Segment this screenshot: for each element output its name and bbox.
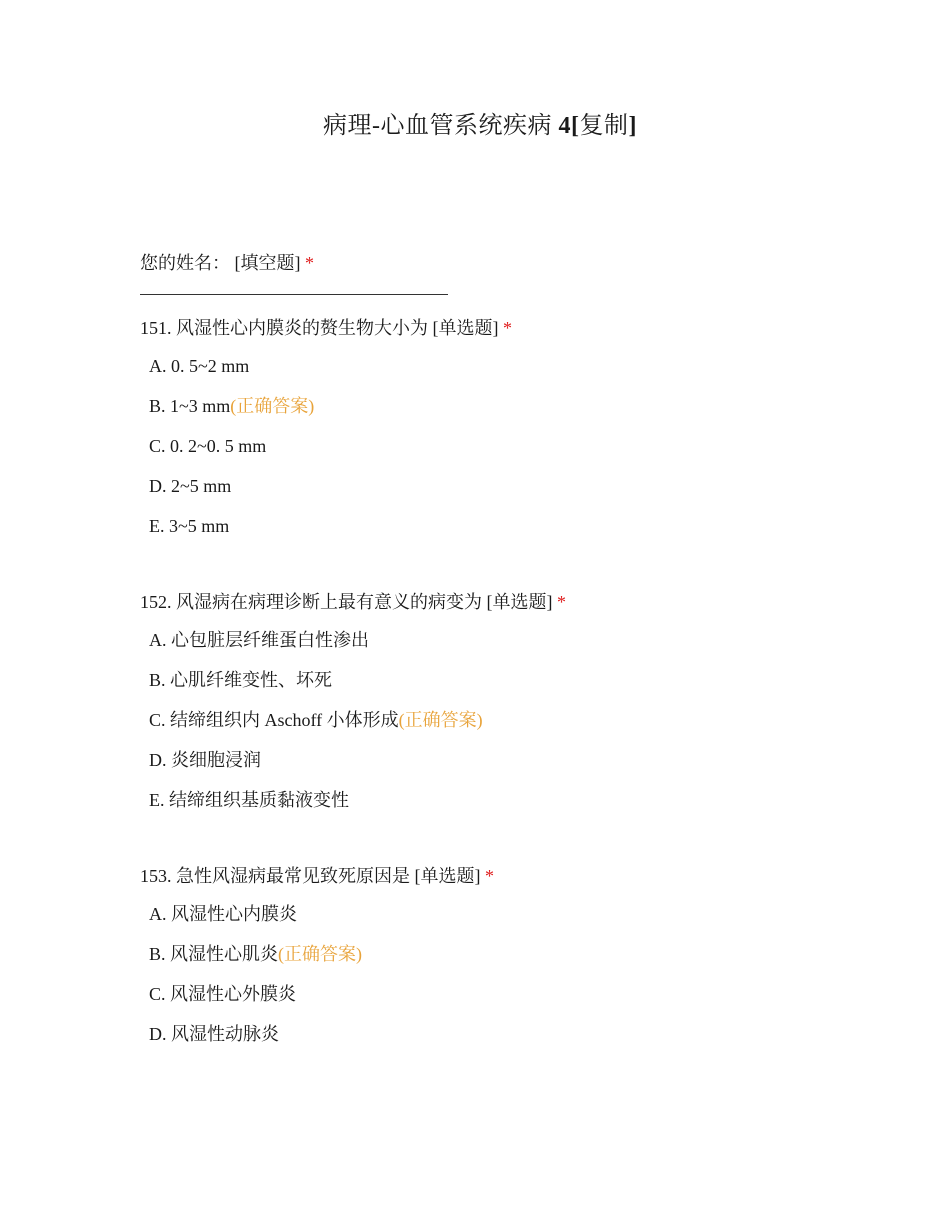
option-text: C. 0. 2~0. 5 mm bbox=[149, 436, 267, 456]
title-suffix: 复制 bbox=[579, 113, 629, 139]
name-question bbox=[140, 250, 840, 276]
question-text: 151. 风湿性心内膜炎的赘生物大小为 [单选题] bbox=[140, 318, 499, 338]
option-e[interactable] bbox=[140, 787, 840, 813]
option-a[interactable] bbox=[140, 627, 840, 653]
question-heading bbox=[140, 863, 840, 889]
name-label: 您的姓名： [填空题] bbox=[140, 253, 301, 273]
option-a[interactable] bbox=[140, 353, 840, 379]
option-e[interactable] bbox=[140, 513, 840, 539]
title-bold-end: ] bbox=[628, 113, 637, 139]
option-list bbox=[140, 627, 840, 813]
option-c[interactable] bbox=[140, 707, 840, 733]
option-text: C. 结缔组织内 Aschoff 小体形成 bbox=[149, 710, 399, 730]
option-b[interactable] bbox=[140, 941, 840, 967]
required-mark: * bbox=[485, 866, 494, 886]
option-a[interactable] bbox=[140, 901, 840, 927]
option-c[interactable] bbox=[140, 981, 840, 1007]
question-text: 152. 风湿病在病理诊断上最有意义的病变为 [单选题] bbox=[140, 592, 553, 612]
option-d[interactable] bbox=[140, 747, 840, 773]
title-bold: 4[ bbox=[558, 113, 580, 139]
option-c[interactable] bbox=[140, 433, 840, 459]
required-mark: * bbox=[557, 592, 566, 612]
option-list bbox=[140, 353, 840, 539]
option-text: D. 炎细胞浸润 bbox=[149, 750, 261, 770]
survey-content bbox=[140, 250, 840, 1061]
page-title bbox=[0, 110, 950, 142]
question-151 bbox=[140, 315, 840, 539]
option-text: B. 1~3 mm bbox=[149, 396, 231, 416]
option-text: E. 结缔组织基质黏液变性 bbox=[149, 790, 349, 810]
required-mark: * bbox=[305, 253, 314, 273]
option-text: A. 0. 5~2 mm bbox=[149, 356, 250, 376]
option-b[interactable] bbox=[140, 393, 840, 419]
option-d[interactable] bbox=[140, 1021, 840, 1047]
option-text: B. 风湿性心肌炎 bbox=[149, 944, 279, 964]
correct-answer-note: (正确答案) bbox=[230, 396, 315, 416]
option-text: D. 风湿性动脉炎 bbox=[149, 1024, 279, 1044]
required-mark: * bbox=[503, 318, 512, 338]
question-heading bbox=[140, 315, 840, 341]
title-prefix: 病理-心血管系统疾病 bbox=[323, 113, 559, 139]
correct-answer-note: (正确答案) bbox=[278, 944, 363, 964]
option-list bbox=[140, 901, 840, 1047]
correct-answer-note: (正确答案) bbox=[398, 710, 483, 730]
option-d[interactable] bbox=[140, 473, 840, 499]
question-153 bbox=[140, 863, 840, 1047]
option-text: A. 心包脏层纤维蛋白性渗出 bbox=[149, 630, 369, 650]
option-text: B. 心肌纤维变性、坏死 bbox=[149, 670, 333, 690]
option-b[interactable] bbox=[140, 667, 840, 693]
question-152 bbox=[140, 589, 840, 813]
option-text: D. 2~5 mm bbox=[149, 476, 232, 496]
option-text: A. 风湿性心内膜炎 bbox=[149, 904, 297, 924]
option-text: C. 风湿性心外膜炎 bbox=[149, 984, 297, 1004]
option-text: E. 3~5 mm bbox=[149, 516, 230, 536]
question-heading bbox=[140, 589, 840, 615]
name-input-line[interactable] bbox=[140, 294, 448, 295]
question-text: 153. 急性风湿病最常见致死原因是 [单选题] bbox=[140, 866, 481, 886]
